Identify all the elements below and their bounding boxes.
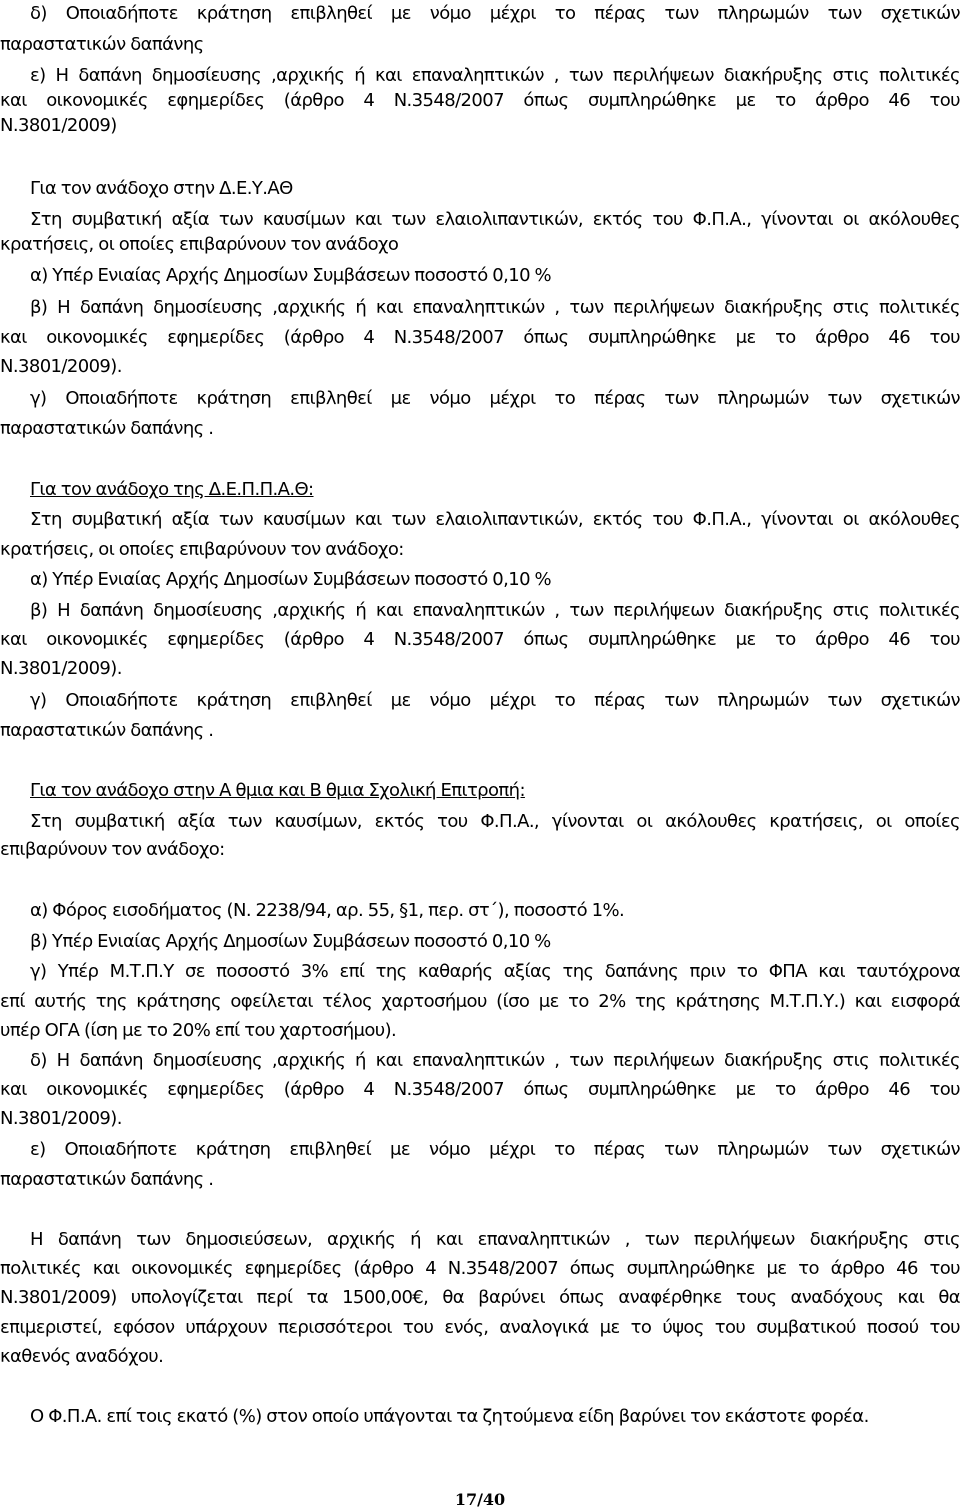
paragraph-line: Ο Φ.Π.Α. επί τοις εκατό (%) στον οποίο υπάγονται τα ζητούμενα είδη βαρύνει τον εκάστοτε φορέα. [30, 1406, 869, 1427]
text-line: Ν.3801/2009). [0, 658, 122, 679]
paragraph-line: καθενός αναδόχου. [0, 1346, 164, 1367]
paragraph-line: πολιτικές και οικονομικές εφημερίδες (άρθρο 4 Ν.3548/2007 όπως συμπληρώθηκε με το άρθρο 46 του [0, 1258, 960, 1279]
section-heading: Για τον ανάδοχο στην Δ.Ε.Υ.ΑΘ [30, 178, 293, 199]
text-line: Στη συμβατική αξία των καυσίμων και των ελαιολιπαντικών, εκτός του Φ.Π.Α., γίνονται οι ακόλουθες [30, 509, 960, 530]
paragraph-line: Η δαπάνη των δημοσιεύσεων, αρχικής ή και επαναληπτικών , των περιλήψεων διακήρυξης στις [30, 1229, 960, 1250]
list-item: γ) Οποιαδήποτε κράτηση επιβληθεί με νόμο μέχρι το πέρας των πληρωμών των σχετικών [30, 690, 960, 711]
text-line: Στη συμβατική αξία των καυσίμων και των ελαιολιπαντικών, εκτός του Φ.Π.Α., γίνονται οι ακόλουθες [30, 209, 960, 230]
text-line: παραστατικών δαπάνης . [0, 418, 214, 439]
section-heading: Για τον ανάδοχο στην Α θμια και Β θμια Σχολική Επιτροπή: [30, 780, 525, 801]
text-line: ε) Η δαπάνη δημοσίευσης ,αρχικής ή και επαναληπτικών , των περιλήψεων διακήρυξης στις πολιτικές [30, 65, 960, 86]
list-item: β) Η δαπάνη δημοσίευσης ,αρχικής ή και επαναληπτικών , των περιλήψεων διακήρυξης στις πολιτικές [30, 600, 960, 621]
text-line: παραστατικών δαπάνης . [0, 1169, 214, 1190]
text-line: επιβαρύνουν τον ανάδοχο: [0, 839, 225, 860]
page-number: 17/40 [454, 1490, 506, 1509]
text-line: παραστατικών δαπάνης [0, 34, 204, 55]
list-item: α) Υπέρ Ενιαίας Αρχής Δημοσίων Συμβάσεων ποσοστό 0,10 % [30, 569, 552, 590]
paragraph-line: επιμεριστεί, εφόσον υπάρχουν περισσότεροι του ενός, αναλογικά με το ύψος του συμβατικού ποσού του [0, 1317, 960, 1338]
list-item: β) Υπέρ Ενιαίας Αρχής Δημοσίων Συμβάσεων ποσοστό 0,10 % [30, 931, 551, 952]
list-item: β) Η δαπάνη δημοσίευσης ,αρχικής ή και επαναληπτικών , των περιλήψεων διακήρυξης στις πολιτικές [30, 297, 960, 318]
text-line: και οικονομικές εφημερίδες (άρθρο 4 Ν.3548/2007 όπως συμπληρώθηκε με το άρθρο 46 του [0, 629, 960, 650]
text-line: κρατήσεις, οι οποίες επιβαρύνουν τον ανάδοχο: [0, 539, 404, 560]
text-line: παραστατικών δαπάνης . [0, 720, 214, 741]
text-line: κρατήσεις, οι οποίες επιβαρύνουν τον ανάδοχο [0, 234, 399, 255]
text-line: και οικονομικές εφημερίδες (άρθρο 4 Ν.3548/2007 όπως συμπληρώθηκε με το άρθρο 46 του [0, 327, 960, 348]
text-line: επί αυτής της κράτησης οφείλεται τέλος χαρτοσήμου (ίσο με το 2% της κράτησης Μ.Τ.Π.Υ.) και εισφορά [0, 991, 960, 1012]
text-line: Ν.3801/2009). [0, 356, 122, 377]
text-line: Ν.3801/2009). [0, 1108, 122, 1129]
text-line: και οικονομικές εφημερίδες (άρθρο 4 Ν.3548/2007 όπως συμπληρώθηκε με το άρθρο 46 του [0, 1079, 960, 1100]
list-item: γ) Οποιαδήποτε κράτηση επιβληθεί με νόμο μέχρι το πέρας των πληρωμών των σχετικών [30, 388, 960, 409]
text-line: υπέρ ΟΓΑ (ίση με το 20% επί του χαρτοσήμου). [0, 1020, 397, 1041]
list-item: ε) Οποιαδήποτε κράτηση επιβληθεί με νόμο μέχρι το πέρας των πληρωμών των σχετικών [30, 1139, 960, 1160]
paragraph-line: Ν.3801/2009) υπολογίζεται περί τα 1500,00€, θα βαρύνει όπως αναφέρθηκε τους αναδόχους και θα [0, 1287, 960, 1308]
list-item: α) Φόρος εισοδήματος (Ν. 2238/94, αρ. 55, §1, περ. στ΄), ποσοστό 1%. [30, 900, 625, 921]
text-line: δ) Οποιαδήποτε κράτηση επιβληθεί με νόμο μέχρι το πέρας των πληρωμών των σχετικών [30, 3, 960, 24]
section-heading: Για τον ανάδοχο της Δ.Ε.Π.Π.Α.Θ: [30, 479, 314, 500]
list-item: δ) Η δαπάνη δημοσίευσης ,αρχικής ή και επαναληπτικών , των περιλήψεων διακήρυξης στις πολιτικές [30, 1050, 960, 1071]
text-line: Ν.3801/2009) [0, 115, 117, 136]
list-item: α) Υπέρ Ενιαίας Αρχής Δημοσίων Συμβάσεων ποσοστό 0,10 % [30, 265, 552, 286]
text-line: και οικονομικές εφημερίδες (άρθρο 4 Ν.3548/2007 όπως συμπληρώθηκε με το άρθρο 46 του [0, 90, 960, 111]
list-item: γ) Υπέρ Μ.Τ.Π.Υ σε ποσοστό 3% επί της καθαρής αξίας της δαπάνης πριν το ΦΠΑ και ταυτόχρονα [30, 961, 960, 982]
text-line: Στη συμβατική αξία των καυσίμων, εκτός του Φ.Π.Α., γίνονται οι ακόλουθες κρατήσεις, οι οποίες [30, 811, 960, 832]
